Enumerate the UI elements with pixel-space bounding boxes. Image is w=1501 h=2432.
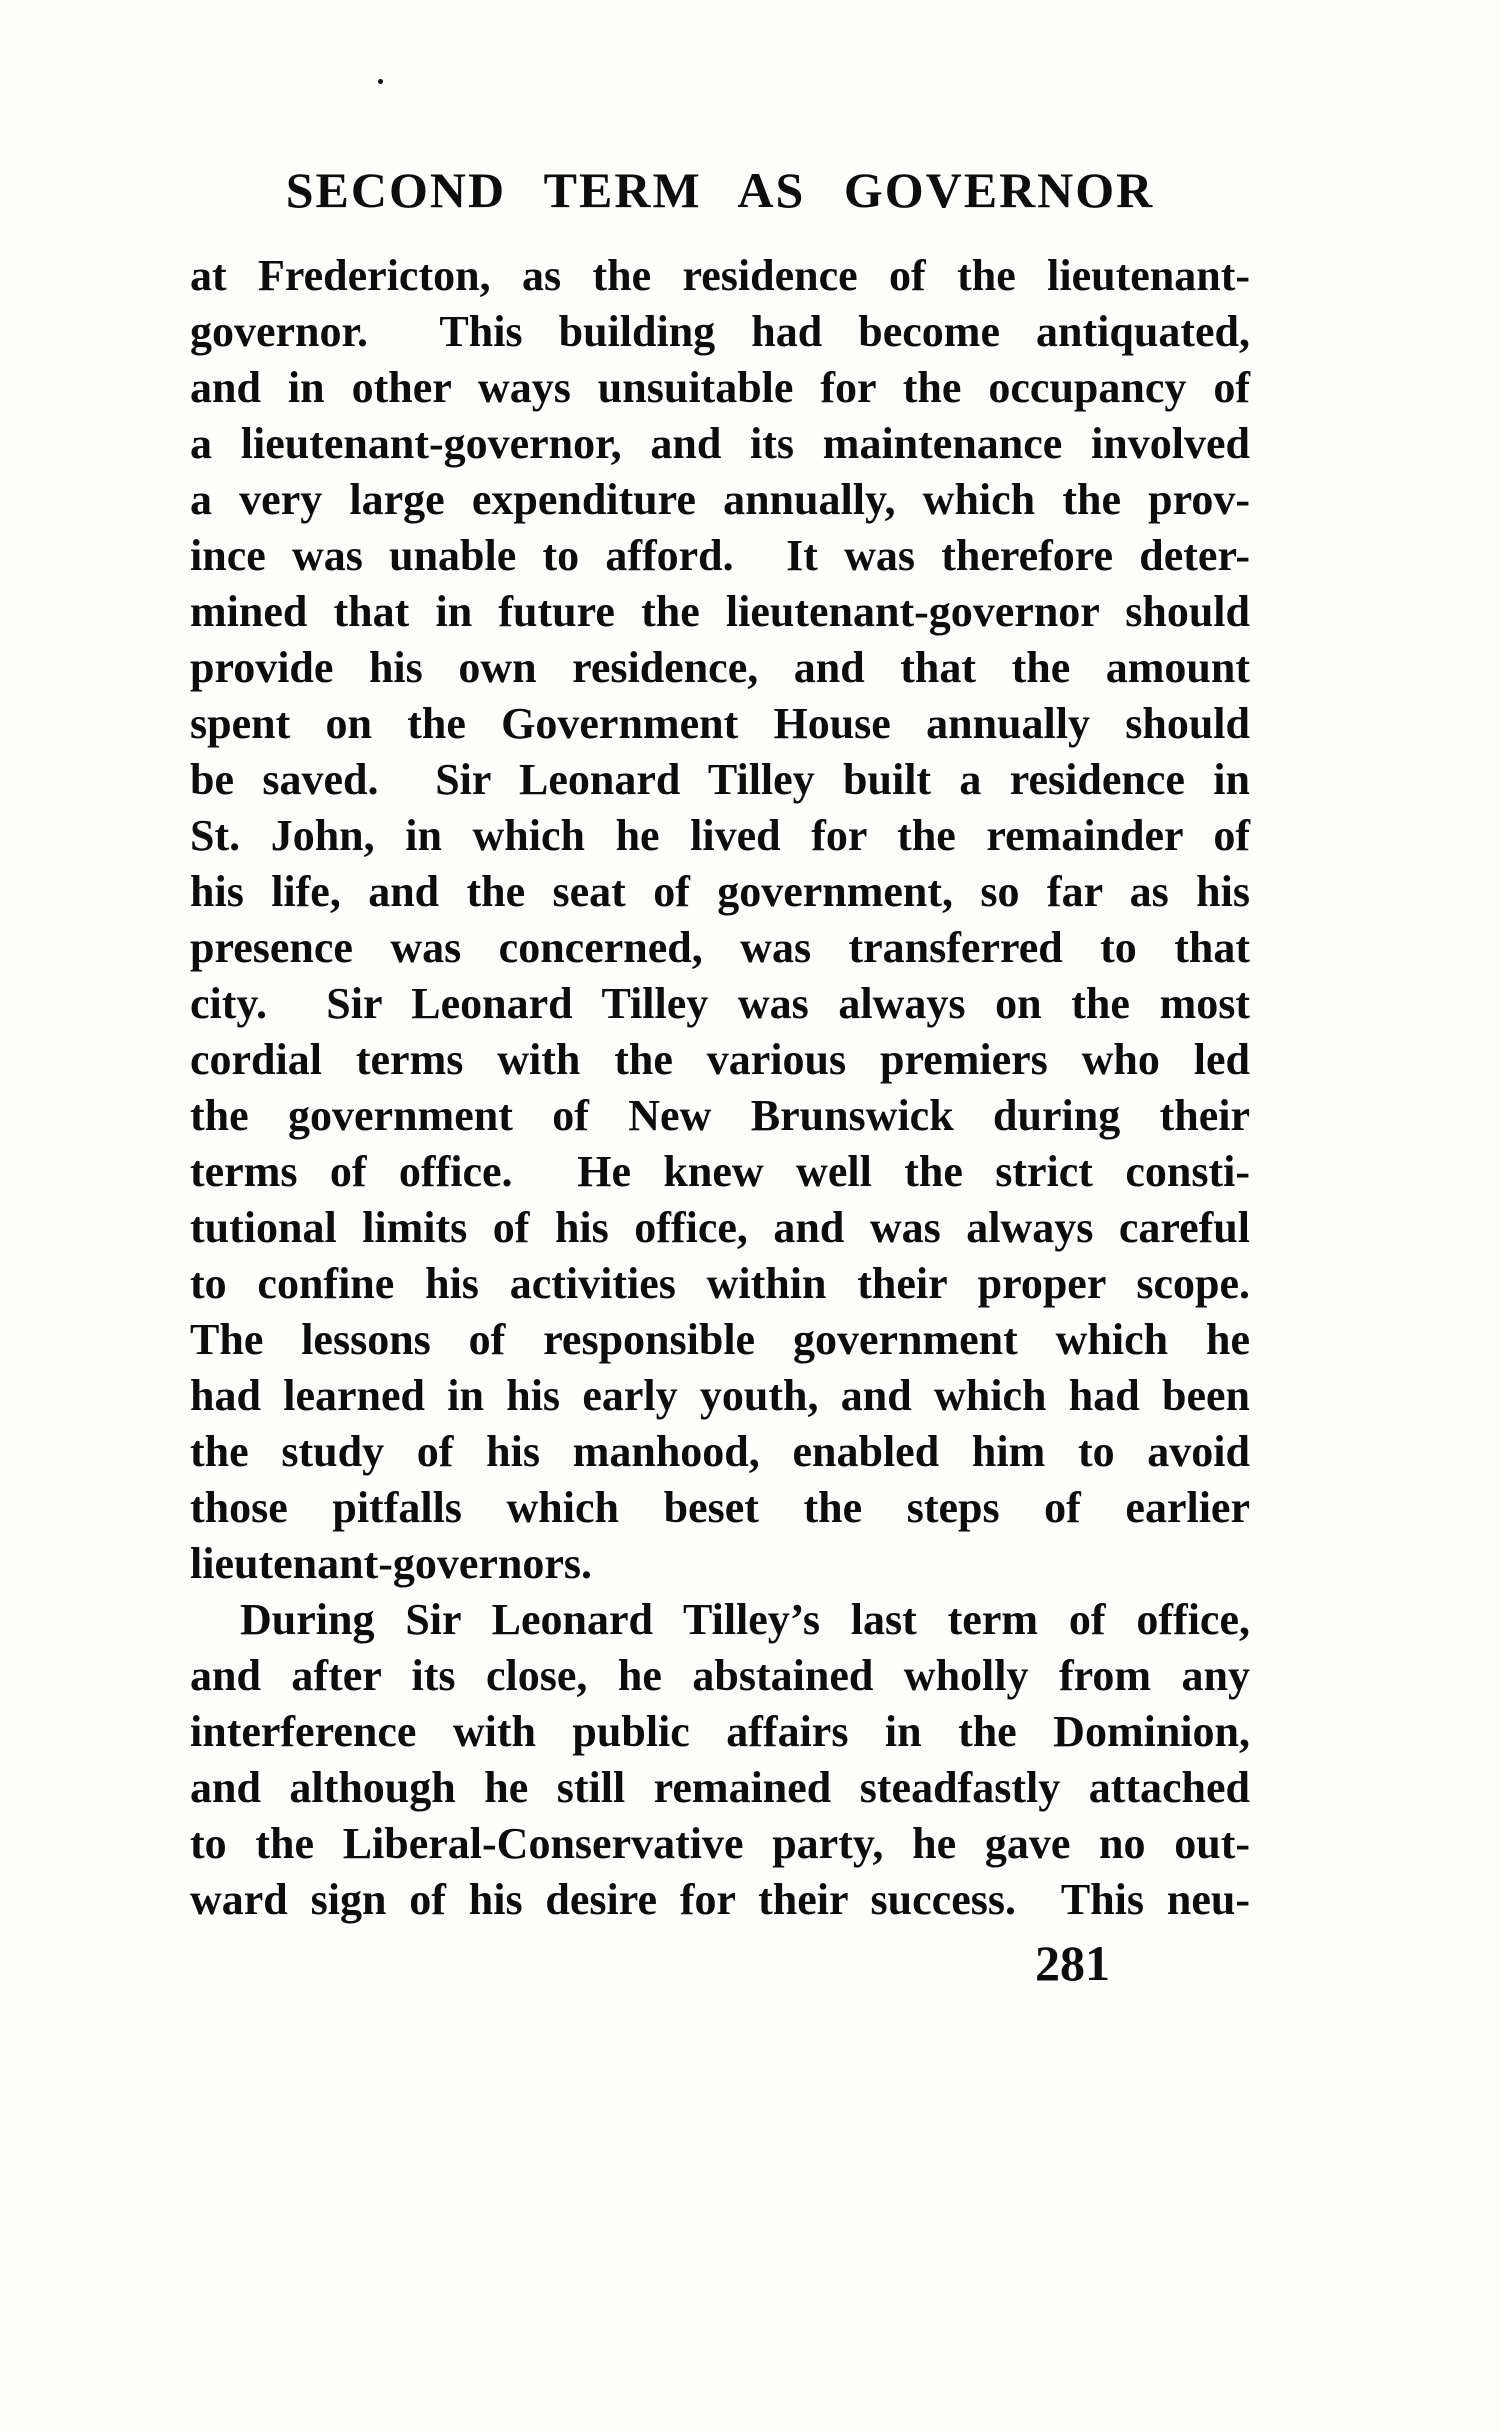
- body-line: During Sir Leonard Tilley’s last term of office,: [240, 1595, 1250, 1644]
- body-line: spent on the Government House annually should: [190, 699, 1250, 748]
- scan-speck: [378, 79, 383, 84]
- body-line: his life, and the seat of government, so far as his: [190, 867, 1250, 916]
- paragraph-1-last-line: lieutenant-governors.: [190, 1539, 593, 1588]
- body-line: and in other ways unsuitable for the occupancy of: [190, 363, 1250, 412]
- body-line: cordial terms with the various premiers who led: [190, 1035, 1250, 1084]
- body-line: a very large expenditure annually, which the prov-: [190, 475, 1250, 524]
- body-line: ince was unable to afford. It was therefore deter-: [190, 531, 1250, 580]
- body-line: city. Sir Leonard Tilley was always on the most: [190, 979, 1250, 1028]
- body-line: at Fredericton, as the residence of the lieutenant-: [190, 251, 1250, 300]
- paragraph-2: [190, 1592, 1250, 1928]
- body-line: The lessons of responsible government which he: [190, 1315, 1250, 1364]
- body-line: St. John, in which he lived for the remainder of: [190, 811, 1250, 860]
- body-line: to confine his activities within their proper scope.: [190, 1259, 1250, 1308]
- body-line: and although he still remained steadfastly attached: [190, 1763, 1250, 1812]
- body-line: to the Liberal-Conservative party, he gave no out-: [190, 1819, 1250, 1868]
- body-line: had learned in his early youth, and which had been: [190, 1371, 1250, 1420]
- body-line: those pitfalls which beset the steps of earlier: [190, 1483, 1250, 1532]
- chapter-running-head: SECOND TERM AS GOVERNOR: [285, 162, 1155, 218]
- paragraph-1: [190, 248, 1250, 1536]
- body-line: mined that in future the lieutenant-governor should: [190, 587, 1250, 636]
- body-line: tutional limits of his office, and was always careful: [190, 1203, 1250, 1252]
- page-number: 281: [1035, 1935, 1110, 1991]
- body-line: the government of New Brunswick during their: [190, 1091, 1250, 1140]
- body-line: presence was concerned, was transferred to that: [190, 923, 1250, 972]
- body-line: governor. This building had become antiquated,: [190, 307, 1250, 356]
- body-line: ward sign of his desire for their success. This neu-: [190, 1875, 1250, 1924]
- body-line: interference with public affairs in the Dominion,: [190, 1707, 1250, 1756]
- body-line: provide his own residence, and that the amount: [190, 643, 1250, 692]
- body-line: terms of office. He knew well the strict consti-: [190, 1147, 1250, 1196]
- page-body-text: [190, 248, 1250, 1928]
- body-line: and after its close, he abstained wholly from any: [190, 1651, 1250, 1700]
- body-line: the study of his manhood, enabled him to avoid: [190, 1427, 1250, 1476]
- body-line: a lieutenant-governor, and its maintenance involved: [190, 419, 1250, 468]
- body-line: be saved. Sir Leonard Tilley built a residence in: [190, 755, 1250, 804]
